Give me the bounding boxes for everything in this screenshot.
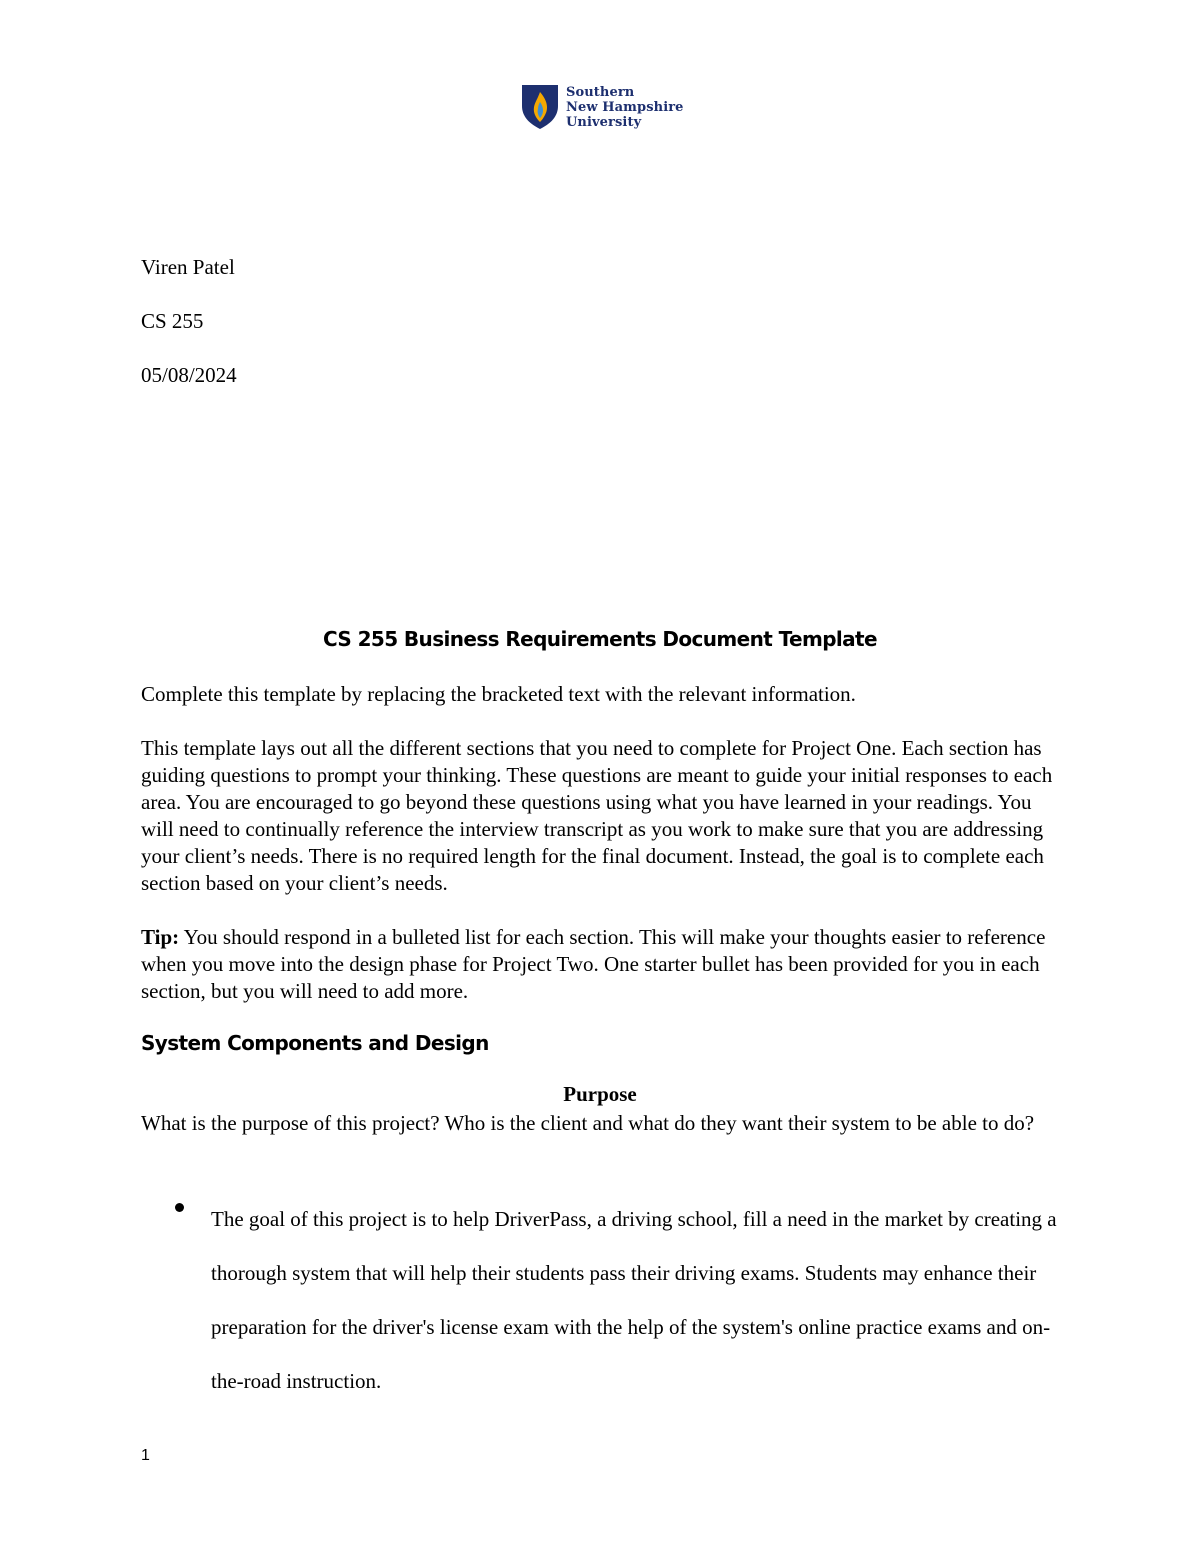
tip-text: You should respond in a bulleted list for each section. This will make your thoughts easier to reference when you move into the design phase for Project Two. One starter bullet has been provided for you in each section, but you will need to add more.: [141, 925, 1046, 1003]
document-title: CS 255 Business Requirements Document Template: [322, 627, 877, 651]
student-name: Viren Patel: [141, 255, 235, 279]
tip-paragraph: [141, 924, 1061, 1005]
logo-line-3: University: [566, 115, 642, 130]
university-logo: [520, 84, 684, 132]
page-number: 1: [141, 1447, 150, 1464]
logo-wordmark: [566, 85, 684, 130]
logo-line-1: Southern: [566, 85, 635, 100]
purpose-title: Purpose: [563, 1082, 637, 1106]
purpose-question: What is the purpose of this project? Who is the client and what do they want their system to be able to do?: [141, 1111, 1035, 1135]
document-date: 05/08/2024: [141, 363, 237, 387]
purpose-bullet: The goal of this project is to help DriverPass, a driving school, fill a need in the market by creating a thorough system that will help their students pass their driving exams. Students may enhance their preparation for the driver's license exam with the help of the system's online practice exams and on-the-road instruction.: [211, 1207, 1057, 1393]
logo-line-2: New Hampshire: [566, 100, 684, 115]
intro-paragraph: This template lays out all the different sections that you need to complete for Project One. Each section has guiding questions to prompt your thinking. These questions are meant to guide your initial responses to each area. You are encouraged to go beyond these questions using what you have learned in your readings. You will need to continually reference the interview transcript as you work to make sure that you are addressing your client’s needs. There is no required length for the final document. Instead, the goal is to complete each section based on your client’s needs.: [141, 736, 1053, 895]
bullet-icon: [175, 1203, 184, 1212]
shield-flame-icon: [520, 84, 560, 130]
section-heading: System Components and Design: [141, 1031, 489, 1055]
course-code: CS 255: [141, 309, 204, 333]
tip-label: Tip:: [141, 925, 180, 949]
instruction-text: Complete this template by replacing the bracketed text with the relevant information.: [141, 682, 856, 706]
